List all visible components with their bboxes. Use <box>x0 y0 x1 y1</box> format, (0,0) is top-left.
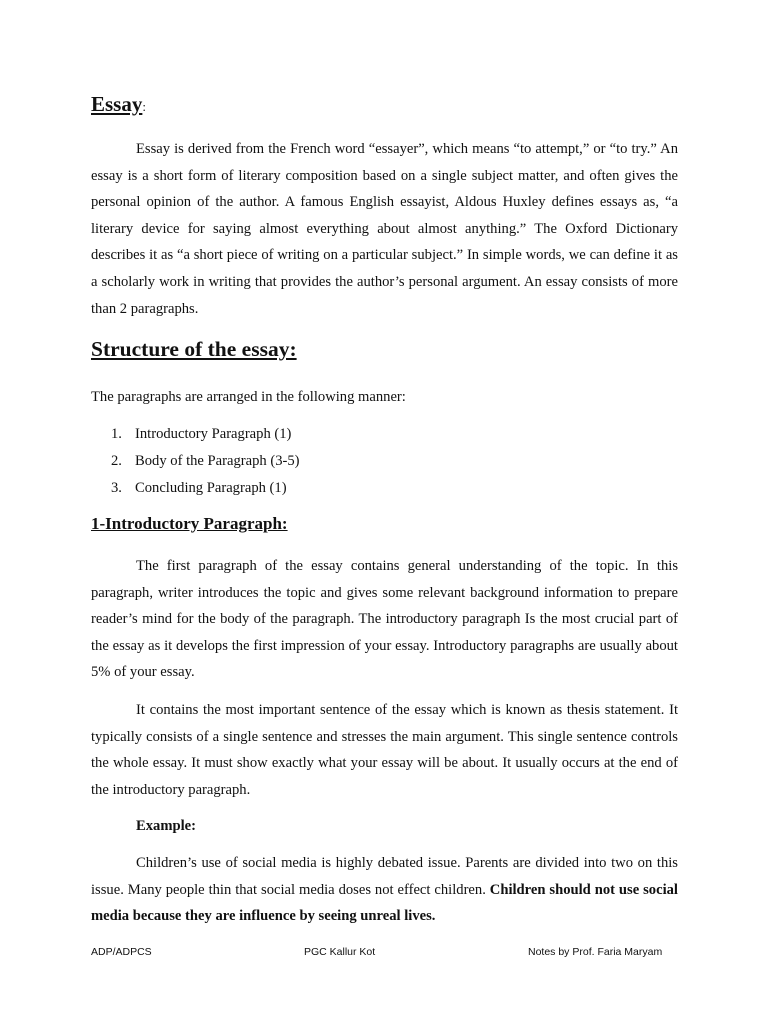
introductory-paragraph-2: It contains the most important sentence of the essay which is known as thesis statement. It typically consists of a single sentence and stresses the main argument. This single sentence controls the whole essay. It must show exactly what your essay will be about. It usually occurs at the end of the introductory paragraph. <box>91 702 678 798</box>
list-text: Body of the Paragraph (3-5) <box>135 453 300 469</box>
example-paragraph <box>91 850 678 930</box>
list-number: 1. <box>111 426 122 442</box>
footer-left: ADP/ADPCS <box>91 946 152 958</box>
title-colon: : <box>142 99 146 114</box>
page-title <box>91 92 146 117</box>
list-item <box>111 475 300 502</box>
footer-center: PGC Kallur Kot <box>304 946 376 958</box>
footer-right: Notes by Prof. Faria Maryam <box>528 946 663 958</box>
list-number: 3. <box>111 480 122 496</box>
introductory-paragraph-1: The first paragraph of the essay contains general understanding of the topic. In this paragraph, writer introduces the topic and gives some relevant background information to prepare reader’s mind for the body of the paragraph. The introductory paragraph Is the most crucial part of the essay as it develops the first impression of your essay. Introductory paragraphs are usually about 5% of your essay. <box>91 558 678 681</box>
thesis-statement: Children should not use social media because they are influence by seeing unreal lives. <box>91 881 678 925</box>
structure-lead: The paragraphs are arranged in the following manner: <box>91 389 406 405</box>
intro-paragraph: Essay is derived from the French word “essayer”, which means “to attempt,” or “to try.” An essay is a short form of literary composition based on a single subject matter, and often gives the personal opinion of the author. A famous English essayist, Aldous Huxley defines essays as, “a literary device for saying almost everything about almost anything.” The Oxford Dictionary describes it as “a short piece of writing on a particular subject.” In simple words, we can define it as a scholarly work in writing that provides the author’s personal argument. An essay consists of more than 2 paragraphs. <box>91 141 678 317</box>
structure-heading: Structure of the essay: <box>91 337 297 361</box>
list-item <box>111 421 300 448</box>
list-text: Introductory Paragraph (1) <box>135 426 292 442</box>
list-text: Concluding Paragraph (1) <box>135 480 287 496</box>
structure-list <box>111 421 300 502</box>
page-footer <box>0 946 768 962</box>
example-text: Children’s use of social media is highly debated issue. Parents are divided into two on this issue. Many people thin that social media doses not effect children. <box>91 855 678 898</box>
introductory-heading: 1-Introductory Paragraph: <box>91 514 288 533</box>
example-label: Example: <box>136 818 196 834</box>
title-word: Essay <box>91 92 143 116</box>
list-item <box>111 448 300 475</box>
list-number: 2. <box>111 453 122 469</box>
